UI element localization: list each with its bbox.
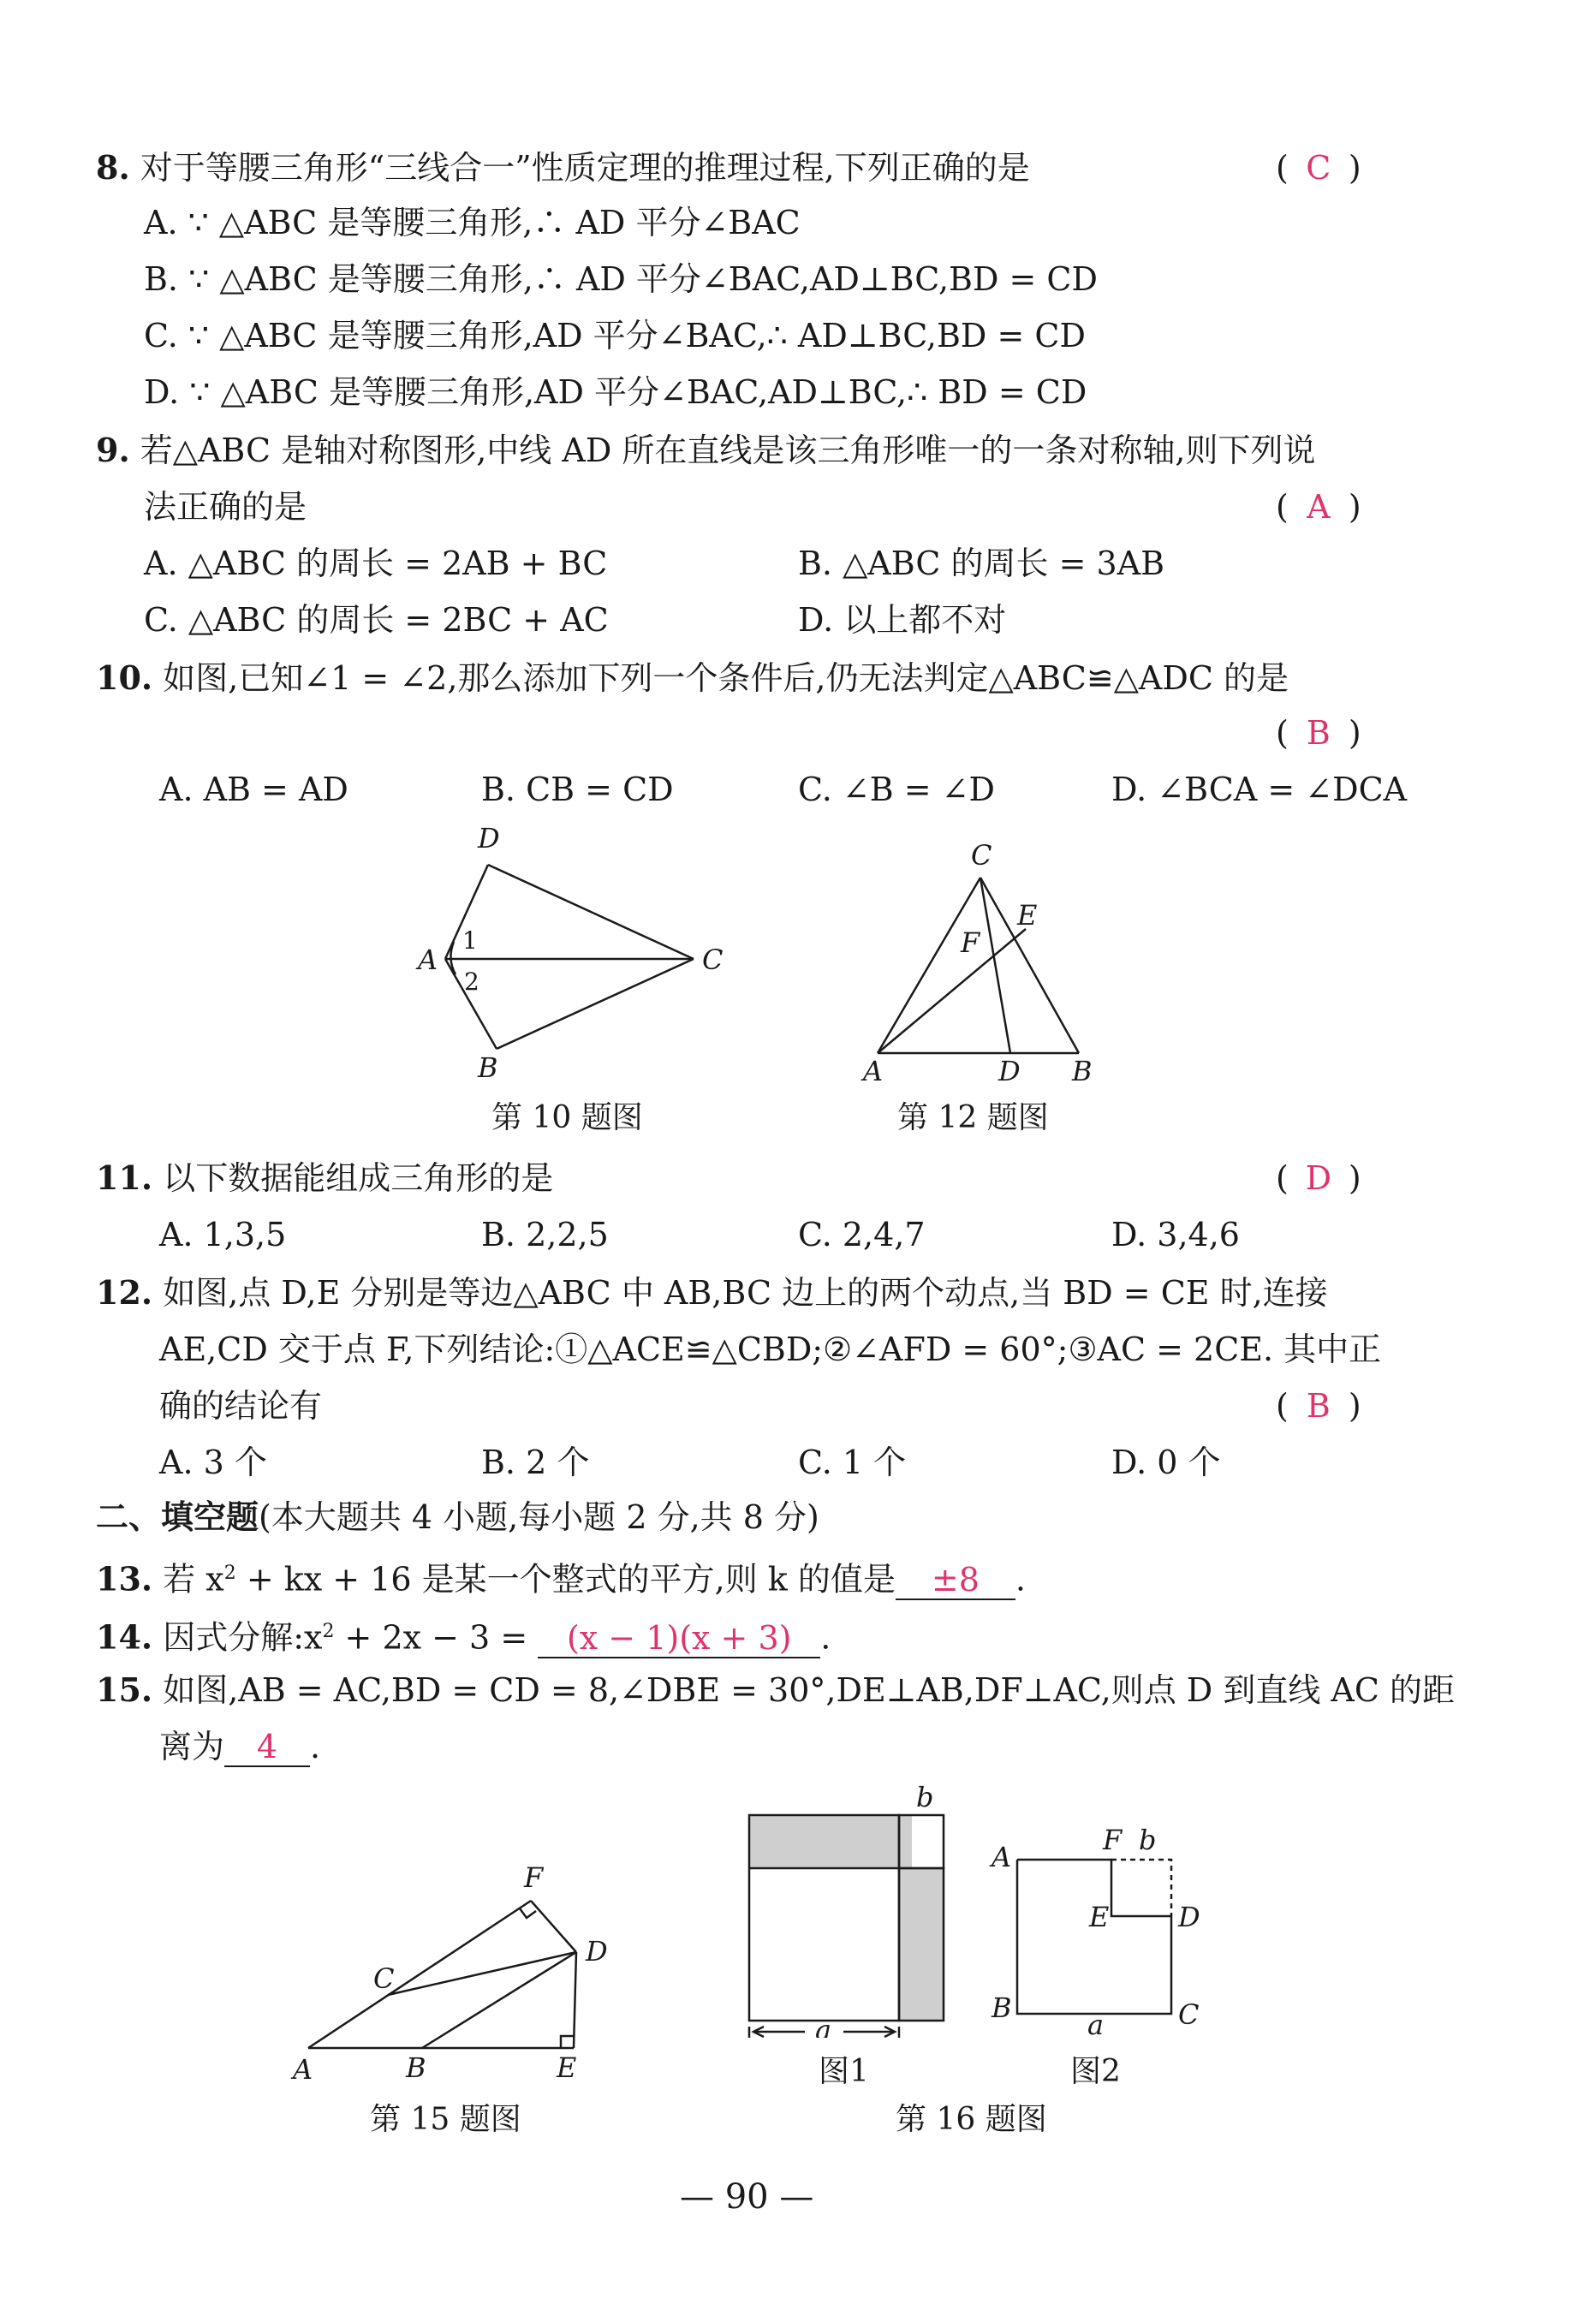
q13-post: . [1015,1560,1026,1599]
q14-number: 14. [96,1617,153,1657]
q12-answer-box: ( B ) [1276,1384,1361,1428]
q12-option-b: B. 2 个 [481,1444,590,1481]
q10-option-c: C. ∠B = ∠D [798,771,995,808]
q15-text-line2: 离为 [159,1728,225,1765]
fig12-label-c: C [971,839,992,872]
section2-note: (本大题共 4 小题,每小题 2 分,共 8 分) [259,1498,819,1536]
q15-post: . [310,1728,321,1765]
q8-option-a: A. ∵ △ABC 是等腰三角形,∴ AD 平分∠BAC [144,204,801,241]
fig15-label-d: D [586,1935,608,1968]
figure-q12 [848,839,1105,1087]
q13-number: 13. [96,1559,153,1599]
q9-answer: A [1307,488,1331,526]
fig10-label-c: C [702,944,724,976]
figure-q12-caption: 第 12 题图 [897,1100,1049,1135]
fig12-label-e: E [1017,899,1038,932]
figure-q10 [402,822,745,1079]
page-number: — 90 — [680,2177,814,2217]
figure-q15 [283,1858,634,2089]
fig12-label-d: D [998,1055,1021,1087]
q8-answer-box: ( C ) [1276,146,1361,190]
q10-option-d: D. ∠BCA = ∠DCA [1111,771,1408,808]
q9-option-a: A. △ABC 的周长 = 2AB + BC [144,545,608,582]
q15-stem-line1 [96,1668,1455,1712]
q11-option-a: A. 1,3,5 [159,1216,287,1253]
fig16-2-label-a: A [992,1841,1012,1873]
q15-text-line1: 如图,AB = AC,BD = CD = 8,∠DBE = 30°,DE⊥AB,DF⊥AC,则点 D 到直线 AC 的距 [163,1671,1455,1709]
fig10-label-a: A [418,944,438,976]
q10-option-b: B. CB = CD [481,771,674,808]
q14-sup: 2 [322,1621,335,1642]
q15-answer-blank: 4 [224,1728,310,1767]
q14-pre: 因式分解:x [163,1618,323,1657]
q8-option-d: D. ∵ △ABC 是等腰三角形,AD 平分∠BAC,AD⊥BC,∴ BD = CD [144,373,1087,411]
fig16-1-label-b: b [916,1781,934,1813]
q11-option-d: D. 3,4,6 [1111,1216,1240,1253]
q11-text: 以下数据能组成三角形的是 [163,1159,554,1197]
q12-text-line3: 确的结论有 [159,1387,323,1425]
q9-text-line1: 若△ABC 是轴对称图形,中线 AD 所在直线是该三角形唯一的一条对称轴,则下列说 [140,432,1316,469]
fig12-label-a: A [863,1055,884,1087]
q9-option-b: B. △ABC 的周长 = 3AB [798,545,1165,582]
figure-q15-caption: 第 15 题图 [370,2102,521,2137]
q9-number: 9. [96,431,130,469]
q9-answer-box: ( A ) [1276,485,1361,529]
q8-answer: C [1306,149,1331,187]
fig16-2-label-aa: a [1087,2009,1105,2038]
fig16-2-label-b: b [1139,1824,1157,1856]
q8-text: 对于等腰三角形“三线合一”性质定理的推理过程,下列正确的是 [140,149,1030,187]
q12-option-a: A. 3 个 [159,1444,267,1481]
q12-answer: B [1306,1387,1331,1425]
q10-answer: B [1306,714,1331,752]
figure-q16-caption: 第 16 题图 [896,2102,1047,2137]
q9-option-d: D. 以上都不对 [798,601,1007,639]
q11-answer-box: ( D ) [1276,1156,1361,1200]
fig15-label-b: B [406,2051,426,2084]
q13-pre: 若 x [163,1560,224,1599]
fig16-2-label-bb: B [992,1991,1012,2024]
q12-option-c: C. 1 个 [798,1444,907,1481]
q10-stem [96,656,1289,700]
q13-line [96,1551,1026,1602]
q14-mid: + 2x − 3 = [334,1618,539,1657]
q14-post: . [820,1618,831,1657]
q12-stem-line1 [96,1271,1328,1315]
fig12-label-b: B [1072,1055,1093,1087]
q10-answer-box: ( B ) [1276,711,1361,755]
fig16-2-label-e: E [1089,1901,1110,1933]
q11-option-c: C. 2,4,7 [798,1216,926,1253]
q14-line [96,1610,831,1660]
fig10-label-d: D [478,822,500,854]
figure-q10-caption: 第 10 题图 [491,1100,643,1135]
section2-title: 二、填空题 [96,1497,259,1536]
q12-number: 12. [96,1273,153,1312]
q10-option-a: A. AB = AD [159,771,348,808]
q11-answer: D [1305,1159,1332,1197]
q13-sup: 2 [223,1563,236,1584]
q12-text-line2: AE,CD 交于点 F,下列结论:①△ACE≌△CBD;②∠AFD = 60°;③AC = 2CE. 其中正 [159,1331,1382,1368]
fig10-label-b: B [478,1051,498,1079]
q11-stem [96,1156,553,1200]
q12-text-line1: 如图,点 D,E 分别是等边△ABC 中 AB,BC 边上的两个动点,当 BD = CE 时,连接 [163,1274,1328,1312]
q11-number: 11. [96,1158,153,1197]
fig16-2-label-c: C [1178,1998,1200,2031]
q8-option-b: B. ∵ △ABC 是等腰三角形,∴ AD 平分∠BAC,AD⊥BC,BD = CD [144,260,1098,298]
q14-answer-blank: (x − 1)(x + 3) [538,1619,820,1658]
q13-mid: + kx + 16 是某一个整式的平方,则 k 的值是 [235,1560,896,1599]
fig10-label-1: 1 [462,926,478,955]
fig15-label-f: F [524,1861,544,1894]
q13-answer-blank: ±8 [896,1561,1015,1600]
q9-text-line2: 法正确的是 [144,488,307,526]
figure-q16-fig2-caption: 图2 [1070,2054,1121,2089]
q8-stem [96,146,1030,190]
section2-heading [96,1495,819,1539]
q11-option-b: B. 2,2,5 [481,1216,609,1253]
q12-option-d: D. 0 个 [1111,1444,1221,1481]
q8-number: 8. [96,148,130,187]
q15-number: 15. [96,1670,153,1709]
fig12-label-f: F [961,926,980,959]
q9-option-c: C. △ABC 的周长 = 2BC + AC [144,601,609,639]
figure-q16-fig1 [736,1781,959,2038]
figure-q16-fig2 [985,1815,1216,2038]
fig15-label-a: A [293,2053,313,2086]
q15-stem-line2 [159,1724,320,1769]
q9-stem-line1 [96,428,1315,473]
q10-text: 如图,已知∠1 = ∠2,那么添加下列一个条件后,仍无法判定△ABC≌△ADC 的是 [163,659,1289,697]
fig16-2-label-d: D [1178,1901,1200,1933]
figure-q16-fig1-caption: 图1 [819,2054,869,2089]
fig15-label-c: C [373,1962,395,1995]
fig15-label-e: E [557,2051,577,2084]
fig16-1-label-a: a [815,2014,832,2038]
q10-number: 10. [96,658,153,697]
fig10-label-2: 2 [464,967,479,996]
q8-option-c: C. ∵ △ABC 是等腰三角形,AD 平分∠BAC,∴ AD⊥BC,BD = CD [144,317,1086,354]
fig16-2-label-f: F [1103,1824,1123,1856]
